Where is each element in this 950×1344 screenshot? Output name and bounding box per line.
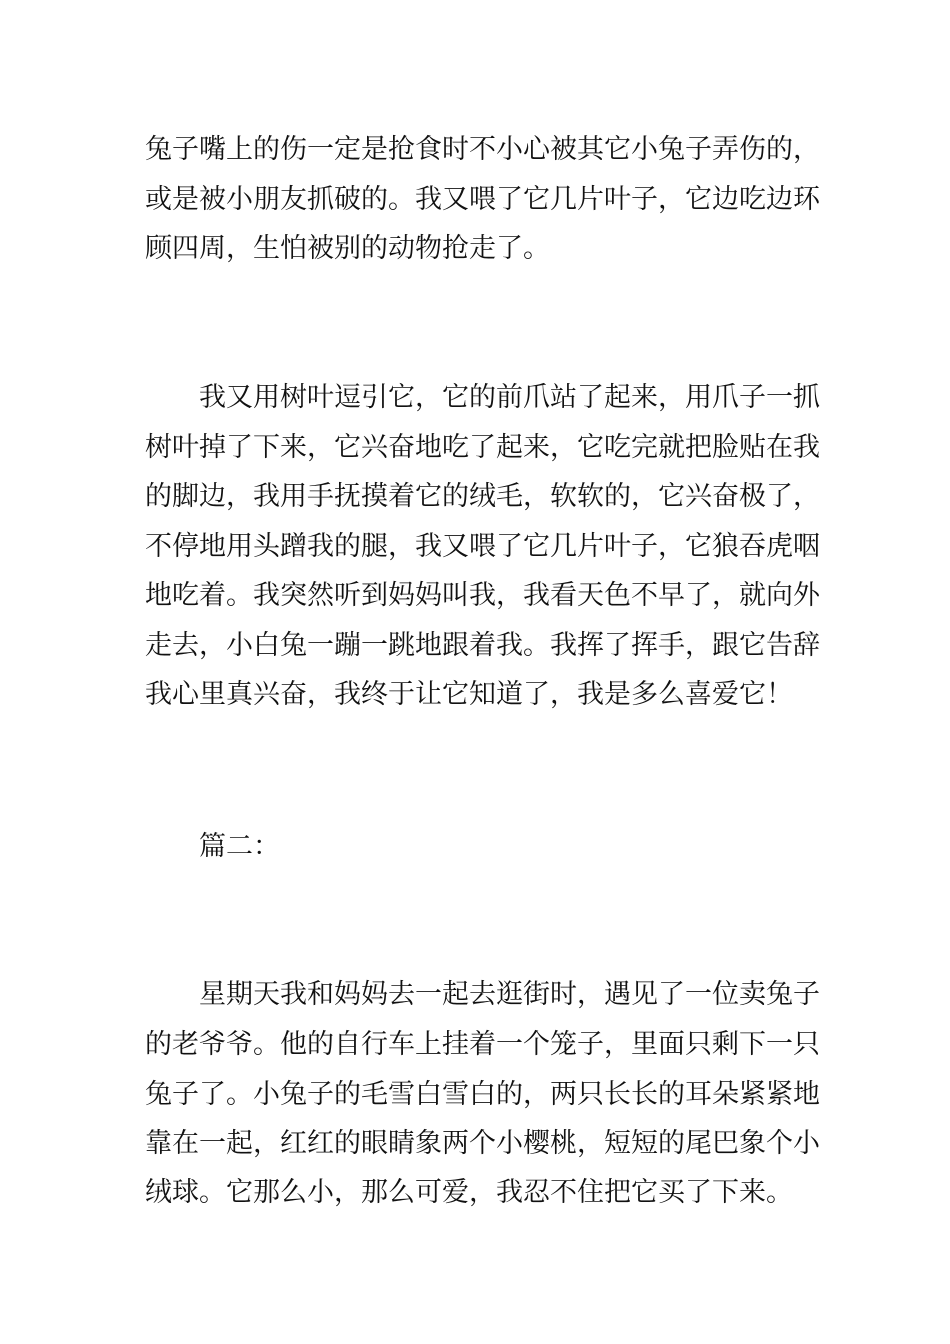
paragraph-2-line-3: 的脚边，我用手抚摸着它的绒毛，软软的，它兴奋极了， xyxy=(145,481,820,512)
paragraph-3-line-3: 兔子了。小兔子的毛雪白雪白的，两只长长的耳朵紧紧地 xyxy=(145,1079,820,1110)
paragraph-3-line-5: 绒球。它那么小，那么可爱，我忍不住把它买了下来。 xyxy=(145,1177,793,1208)
section-heading: 篇二： xyxy=(199,831,280,862)
paragraph-1-line-1: 兔子嘴上的伤一定是抢食时不小心被其它小兔子弄伤的， xyxy=(145,134,820,165)
paragraph-2-line-5: 地吃着。我突然听到妈妈叫我，我看天色不早了，就向外 xyxy=(145,580,820,611)
paragraph-2-line-6: 走去，小白兔一蹦一跳地跟着我。我挥了挥手，跟它告辞 xyxy=(145,630,820,661)
paragraph-2-line-4: 不停地用头蹭我的腿，我又喂了它几片叶子，它狼吞虎咽 xyxy=(145,531,820,562)
paragraph-2-line-7: 我心里真兴奋，我终于让它知道了，我是多么喜爱它！ xyxy=(145,679,793,710)
paragraph-1-line-3: 顾四周，生怕被别的动物抢走了。 xyxy=(145,233,550,264)
paragraph-3-line-1: 星期天我和妈妈去一起去逛街时，遇见了一位卖兔子 xyxy=(199,979,820,1010)
paragraph-2-line-2: 树叶掉了下来，它兴奋地吃了起来，它吃完就把脸贴在我 xyxy=(145,432,820,463)
paragraph-3-line-4: 靠在一起，红红的眼睛象两个小樱桃，短短的尾巴象个小 xyxy=(145,1128,820,1159)
paragraph-2-line-1: 我又用树叶逗引它，它的前爪站了起来，用爪子一抓 xyxy=(199,382,820,413)
paragraph-3-line-2: 的老爷爷。他的自行车上挂着一个笼子，里面只剩下一只 xyxy=(145,1029,820,1060)
paragraph-1-line-2: 或是被小朋友抓破的。我又喂了它几片叶子，它边吃边环 xyxy=(145,184,820,215)
